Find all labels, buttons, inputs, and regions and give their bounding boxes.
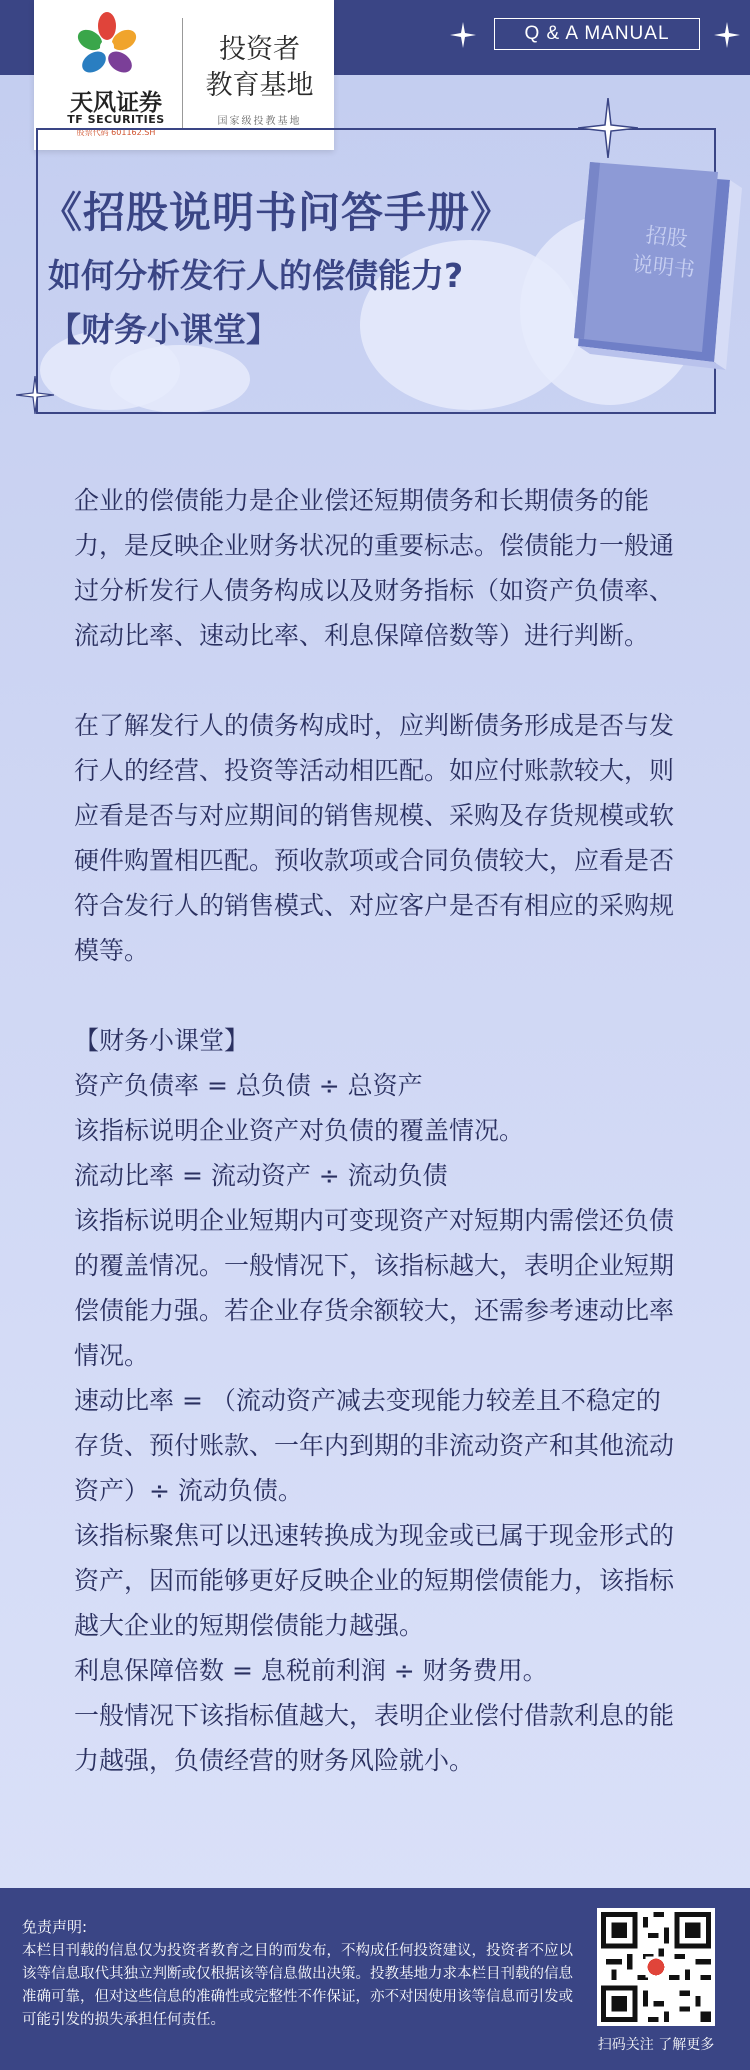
base-title-line1: 投资者	[219, 34, 300, 65]
logo-english-name: TF SECURITIES	[67, 113, 165, 126]
qr-caption: 扫码关注 了解更多	[597, 2037, 715, 2053]
logo-divider	[182, 18, 183, 130]
sparkle-icon	[714, 22, 740, 48]
qr-code[interactable]	[597, 1908, 715, 2026]
footer	[0, 1888, 750, 2070]
formula-debt-ratio: 资产负债率 = 总负债 ÷ 总资产	[74, 1071, 423, 1100]
formula-interest-coverage: 利息保障倍数 = 息税前利润 ÷ 财务费用。	[74, 1656, 548, 1685]
page-title: 《招股说明书问答手册》	[40, 188, 514, 237]
book-label-line1: 招股	[644, 222, 689, 252]
logo-name: 天风证券	[70, 90, 162, 116]
sparkle-icon	[450, 22, 476, 48]
tf-logo-icon	[72, 12, 142, 82]
disclaimer-title: 免责声明:	[22, 1918, 88, 1936]
finance-class-heading: 【财务小课堂】	[74, 1026, 250, 1055]
base-title-line2: 教育基地	[205, 70, 314, 101]
formula-current-ratio: 流动比率 = 流动资产 ÷ 流动负债	[74, 1161, 448, 1190]
note-debt-ratio: 该指标说明企业资产对负债的覆盖情况。	[74, 1116, 525, 1145]
paragraph-debt-structure: 在了解发行人的债务构成时，应判断债务形成是否与发行人的经营、投资等活动相匹配。如应付账款较大，则应看是否与对应期间的销售规模、采购及存货规模或软硬件购置相匹配。预收款项或合同负债较大，应看是否符合发行人的销售模式、对应客户是否有相应的采购规模等。	[74, 711, 675, 965]
note-interest-coverage: 一般情况下该指标值越大，表明企业偿付借款利息的能力越强，负债经营的财务风险就小。	[74, 1701, 675, 1775]
book-illustration	[560, 152, 750, 382]
formula-quick-ratio: 速动比率 = （流动资产减去变现能力较差且不稳定的存货、预付账款、一年内到期的非流动资产和其他流动资产）÷ 流动负债。	[74, 1386, 675, 1505]
paragraph-solvency-intro: 企业的偿债能力是企业偿还短期债务和长期债务的能力，是反映企业财务状况的重要标志。偿债能力一般通过分析发行人债务构成以及财务指标（如资产负债率、流动比率、速动比率、利息保障倍数等）进行判断。	[74, 486, 675, 650]
book-label	[627, 219, 703, 286]
note-current-ratio: 该指标说明企业短期内可变现资产对短期内需偿还负债的覆盖情况。一般情况下，该指标越大，表明企业短期偿债能力强。若企业存货余额较大，还需参考速动比率情况。	[74, 1206, 675, 1370]
section-tag: 【财务小课堂】	[48, 310, 279, 349]
qr-code-icon	[601, 1912, 711, 2022]
article-body	[74, 478, 682, 1783]
stock-code: 股票代码 601162.SH	[76, 128, 156, 137]
disclaimer-text: 本栏目刊载的信息仅为投资者教育之目的而发布，不构成任何投资建议，投资者不应以该等信息取代其独立判断或仅根据该等信息做出决策。投教基地力求本栏目刊载的信息准确可靠，但对这些信息的准确性或完整性不作保证，亦不对因使用该等信息而引发或可能引发的损失承担任何责任。	[22, 1943, 573, 2028]
note-quick-ratio: 该指标聚焦可以迅速转换成为现金或已属于现金形式的资产，因而能够更好反映企业的短期偿债能力，该指标越大企业的短期偿债能力越强。	[74, 1521, 675, 1640]
sparkle-icon	[578, 98, 638, 158]
page-subtitle: 如何分析发行人的偿债能力?	[48, 256, 464, 295]
sparkle-icon	[16, 376, 54, 414]
base-title	[192, 32, 327, 104]
manual-tag: Q & A MANUAL	[494, 18, 700, 50]
book-label-line2: 说明书	[630, 251, 697, 283]
base-subtitle: 国家级投教基地	[217, 116, 302, 127]
